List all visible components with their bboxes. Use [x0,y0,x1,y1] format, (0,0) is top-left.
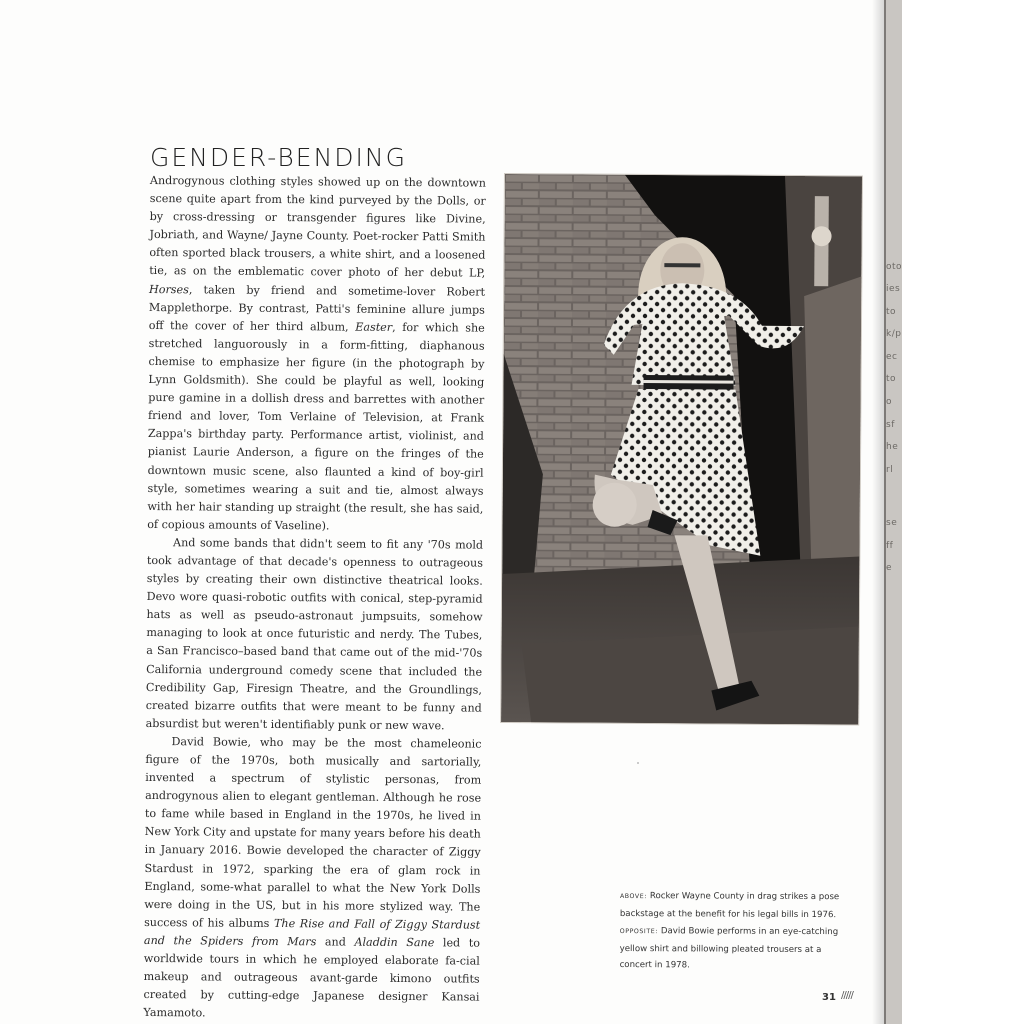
print-speck [637,762,639,764]
next-page-text-fragment: k/p [886,329,902,339]
body-text [143,172,486,1025]
next-page-text-fragment: he [886,442,899,452]
text-run: and [316,935,355,949]
italic-title: Aladdin Sane [354,935,435,950]
next-page-text-fragment: ies [886,284,901,294]
page-number: 31 [822,992,836,1003]
text-run: , for which she stretched languorously in a form-fitting, diaphanous chemise to emphasize her figure (in the photograph by Lynn Goldsmith). She could be playful as well, looking pure gamine in a dollish dress and barrettes with another friend and lover, Tom Verlaine of Television, at Frank Zappa's birthday party. Performance artist, violinist, and pianist Laurie Anderson, a figure on the fringes of the downtown music scene, also flaunted a kind of boy-girl style, sometimes wearing a suit and tie, almost always with her hair standing up straight (the result, she has said, of copious amounts of Vaseline). [147,320,485,533]
next-page-text-fragment: rl [886,465,894,475]
caption-label: ABOVE: [619,892,647,901]
text-run: , taken by friend and sometime-lover Robert Mapplethorpe. By contrast, Patti's feminine allure jumps off the cover of her third album, [148,282,486,334]
next-page-text-fragment: se [886,518,898,528]
next-page-text-fragment: e [886,563,893,573]
caption-above [620,888,840,923]
next-page-edge [884,0,904,1024]
next-page-text-fragment: to [886,307,897,317]
next-page-text-fragment: sf [886,420,895,430]
body-paragraph [143,733,481,1025]
text-run: Androgynous clothing styles showed up on the downtown scene quite apart from the kind purveyed by the Dolls, or by cross-dressing or transgender figures like Divine, Jobriath, and Wayne/ Jayne County. Poet-rocker Patti Smith often sported black trousers, a white shirt, and a loosened tie, as on the emblematic cover photo of her debut LP, [149,173,486,281]
next-page-text-fragment: ec [886,352,898,362]
text-run: And some bands that didn't seem to fit any '70s mold took advantage of that decade's openness to outrageous styles by creating their own distinctive theatrical looks. Devo wore quasi-robotic outfits with conical, step-pyramid hats as well as pseudo-astronaut jumpsuits, somehow managing to look at once futuristic and nerdy. The Tubes, a San Francisco–based band that came out of the mid-'70s California underground comedy scene that included the Credibility Gap, Firesign Theatre, and the Groundlings, created bizarre outfits that were meant to be funny and absurdist but weren't identifiably punk or new wave. [145,536,484,733]
body-paragraph [147,172,486,537]
next-page-text-fragment: oto [886,262,903,272]
italic-title: Easter [355,320,393,334]
section-heading: GENDER-BENDING [150,143,407,172]
photo-captions [620,888,840,976]
photo-wayne-county [500,173,863,725]
next-page-text-fragment: to [886,374,897,384]
text-run: David Bowie, who may be the most chameleonic figure of the 1970s, both musically and sartorially, invented a spectrum of stylistic personas, from androgynous alien to elegant gentleman. Although he rose to fame while based in England in the 1970s, he lived in New York City and upstate for many years before his death in January 2016. Bowie developed the character of Ziggy Stardust in 1972, sparking the era of glam rock in England, some-what parallel to what the New York Dolls were doing in the US, but in his more stylized way. The success of his albums [144,735,482,930]
caption-label: OPPOSITE: [619,927,658,936]
next-page-text-fragment: ff [886,541,894,551]
photograph [501,174,862,724]
body-paragraph [146,534,484,736]
caption-opposite [620,923,840,975]
italic-title: The Rise and Fall of Ziggy Stardust and the Spiders from Mars [143,916,481,949]
next-page-text-fragment: o [886,397,893,407]
text-run: led to worldwide tours in which he employed elaborate fa-cial makeup and outrageous avant-garde kimono outfits created by cutting-edge Japanese designer Kansai Yamamoto. [143,936,481,1020]
page-number-ornament: ///// [841,990,853,1001]
caption-text: David Bowie performs in an eye-catching yellow shirt and billowing pleated trousers at a concert in 1978. [619,926,839,971]
scan-margin [902,0,1024,1024]
caption-text: Rocker Wayne County in drag strikes a pose backstage at the benefit for his legal bills in 1976. [619,891,840,920]
italic-title: Horses [149,282,189,296]
